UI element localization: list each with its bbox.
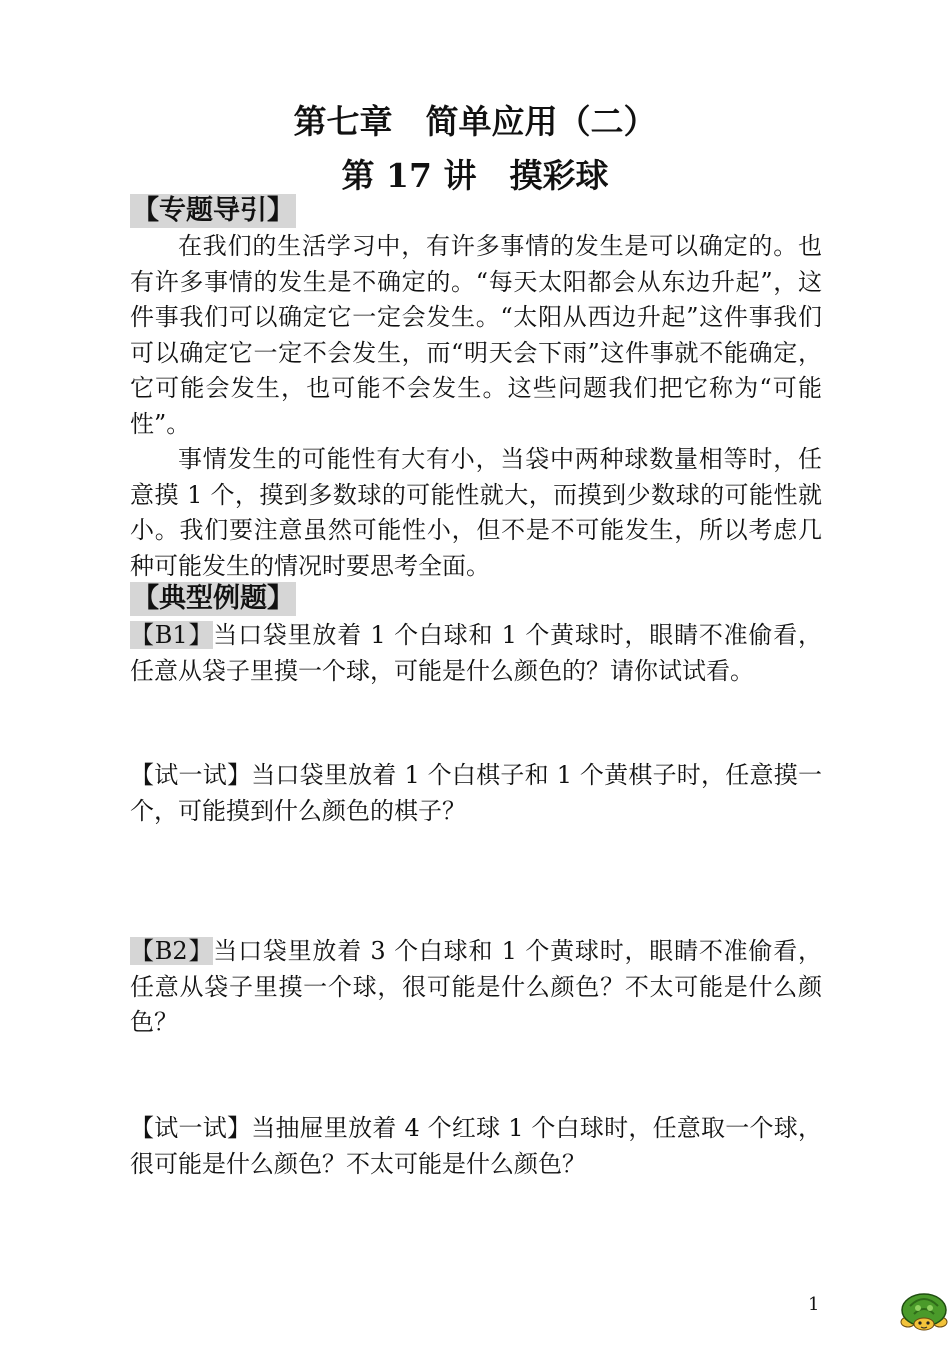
examples-section-label: 【典型例题】 [132, 583, 294, 614]
example-b2-tag: 【B2】 [130, 937, 214, 965]
example-b2 [130, 934, 822, 1041]
example-b1-text: 当口袋里放着 1 个白球和 1 个黄球时，眼睛不准偷看，任意从袋子里摸一个球，可能是什么颜色的？请你试试看。 [130, 621, 823, 685]
example-b1-tag: 【B1】 [130, 621, 214, 649]
practice-1-tag: 【试一试】 [130, 761, 252, 789]
practice-1-text: 当口袋里放着 1 个白棋子和 1 个黄棋子时，任意摸一个，可能摸到什么颜色的棋子？ [130, 761, 822, 825]
turtle-logo-icon [898, 1284, 950, 1332]
page-number: 1 [808, 1294, 820, 1315]
practice-1 [130, 758, 822, 829]
lecture-title: 第 17 讲 摸彩球 [341, 156, 609, 195]
intro-paragraph-2: 事情发生的可能性有大有小，当袋中两种球数量相等时，任意摸 1 个，摸到多数球的可能性就大，而摸到少数球的可能性就小。我们要注意虽然可能性小，但不是不可能发生，所以考虑几种可能发生的情况时要思考全面。 [130, 445, 822, 580]
practice-2 [130, 1111, 822, 1182]
practice-2-text: 当抽屉里放着 4 个红球 1 个白球时，任意取一个球，很可能是什么颜色？不太可能是什么颜色？ [130, 1114, 822, 1178]
example-b1 [130, 618, 822, 689]
example-b2-text: 当口袋里放着 3 个白球和 1 个黄球时，眼睛不准偷看，任意从袋子里摸一个球，很可能是什么颜色？不太可能是什么颜色？ [130, 937, 823, 1036]
intro-paragraph-1: 在我们的生活学习中，有许多事情的发生是可以确定的。也有许多事情的发生是不确定的。“每天太阳都会从东边升起”，这件事我们可以确定它一定会发生。“太阳从西边升起”这件事我们可以确定它一定不会发生，而“明天会下雨”这件事就不能确定，它可能会发生，也可能不会发生。这些问题我们把它称为“可能性”。 [130, 232, 822, 438]
practice-2-tag: 【试一试】 [130, 1114, 252, 1142]
chapter-title: 第七章 简单应用（二） [293, 102, 657, 141]
intro-section-label: 【专题导引】 [132, 195, 294, 226]
